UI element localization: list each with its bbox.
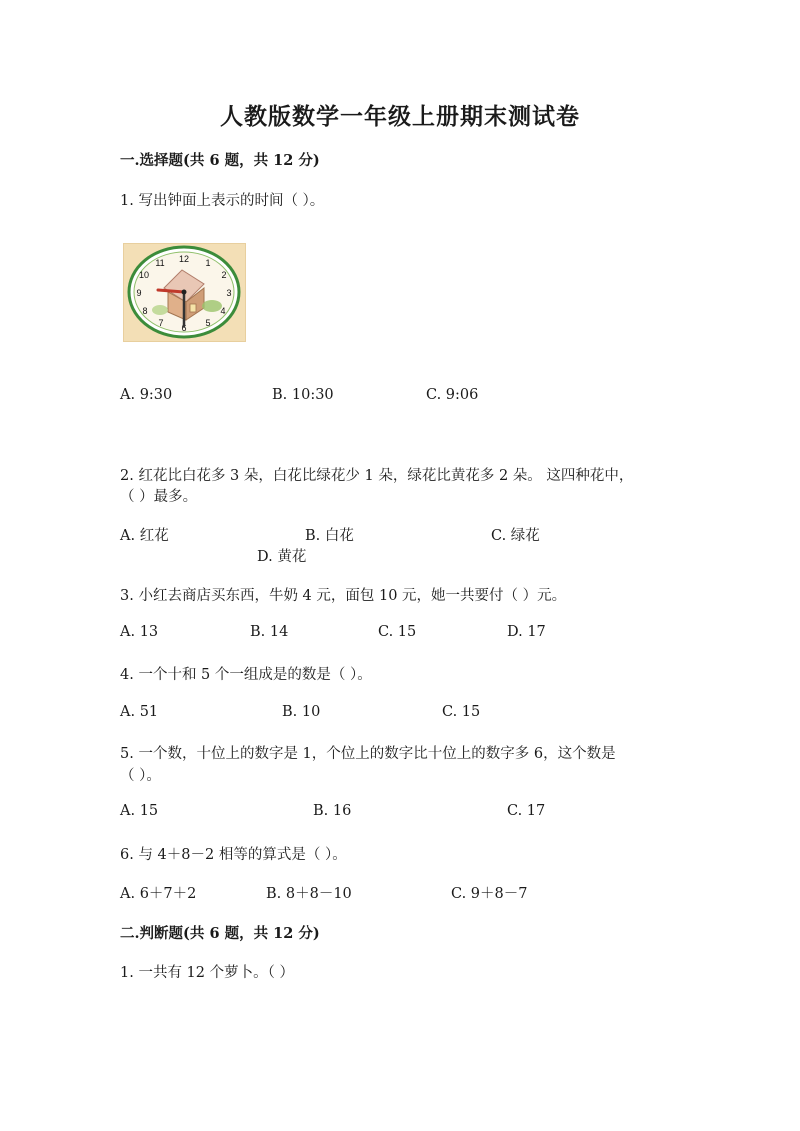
q6-option-a: A. 6＋7＋2 xyxy=(120,886,197,902)
clock-number-7: 7 xyxy=(158,318,164,328)
question-2-line-2: （ ）最多。 xyxy=(120,489,198,505)
q3-option-b: B. 14 xyxy=(250,624,289,640)
q1-option-b: B. 10:30 xyxy=(272,387,334,403)
question-4-text: 4. 一个十和 5 个一组成是的数是（ ）。 xyxy=(120,667,372,683)
q3-option-d: D. 17 xyxy=(507,624,546,640)
q6-option-c: C. 9＋8－7 xyxy=(451,886,528,902)
clock-number-6: 6 xyxy=(181,323,187,333)
clock-number-1: 1 xyxy=(205,258,211,268)
question-3-text: 3. 小红去商店买东西，牛奶 4 元，面包 10 元，她一共要付（ ）元。 xyxy=(120,588,567,604)
clock-number-4: 4 xyxy=(220,306,226,316)
clock-number-2: 2 xyxy=(221,270,227,280)
q2-option-b: B. 白花 xyxy=(305,528,354,544)
q1-option-a: A. 9:30 xyxy=(120,387,173,403)
q3-option-c: C. 15 xyxy=(378,624,417,640)
q4-option-b: B. 10 xyxy=(282,704,321,720)
question-6-text: 6. 与 4＋8－2 相等的算式是（ ）。 xyxy=(120,847,347,863)
q4-option-c: C. 15 xyxy=(442,704,481,720)
clock-number-12: 12 xyxy=(178,254,190,264)
q5-option-c: C. 17 xyxy=(507,803,546,819)
q5-option-a: A. 15 xyxy=(120,803,159,819)
clock-number-3: 3 xyxy=(226,288,232,298)
clock-number-11: 11 xyxy=(155,258,165,268)
clock-number-10: 10 xyxy=(138,270,150,280)
section-heading-judgement: 二.判断题(共 6 题，共 12 分) xyxy=(120,925,320,942)
question-5-line-1: 5. 一个数，十位上的数字是 1，个位上的数字比十位上的数字多 6，这个数是 xyxy=(120,746,616,762)
q2-option-c: C. 绿花 xyxy=(491,528,540,544)
question-1-text: 1. 写出钟面上表示的时间（ ）。 xyxy=(120,193,325,209)
q6-option-b: B. 8＋8－10 xyxy=(266,886,352,902)
q4-option-a: A. 51 xyxy=(120,704,159,720)
clock-number-5: 5 xyxy=(205,318,211,328)
clock-number-8: 8 xyxy=(142,306,148,316)
q3-option-a: A. 13 xyxy=(120,624,159,640)
section-heading-choice: 一.选择题(共 6 题，共 12 分) xyxy=(120,152,320,169)
q5-option-b: B. 16 xyxy=(313,803,352,819)
clock-face-icon xyxy=(124,244,245,341)
q2-option-d: D. 黄花 xyxy=(257,549,307,565)
judgement-1-text: 1. 一共有 12 个萝卜。（ ） xyxy=(120,965,294,981)
question-5-line-2: （ ）。 xyxy=(120,768,161,784)
question-2-line-1: 2. 红花比白花多 3 朵，白花比绿花少 1 朵，绿花比黄花多 2 朵。 这四种花中， xyxy=(120,468,634,484)
q2-option-a: A. 红花 xyxy=(120,528,169,544)
page-title: 人教版数学一年级上册期末测试卷 xyxy=(220,103,580,130)
hour-hand xyxy=(158,290,184,292)
clock-number-9: 9 xyxy=(136,288,142,298)
q1-option-c: C. 9:06 xyxy=(426,387,479,403)
clock-image xyxy=(123,243,246,342)
